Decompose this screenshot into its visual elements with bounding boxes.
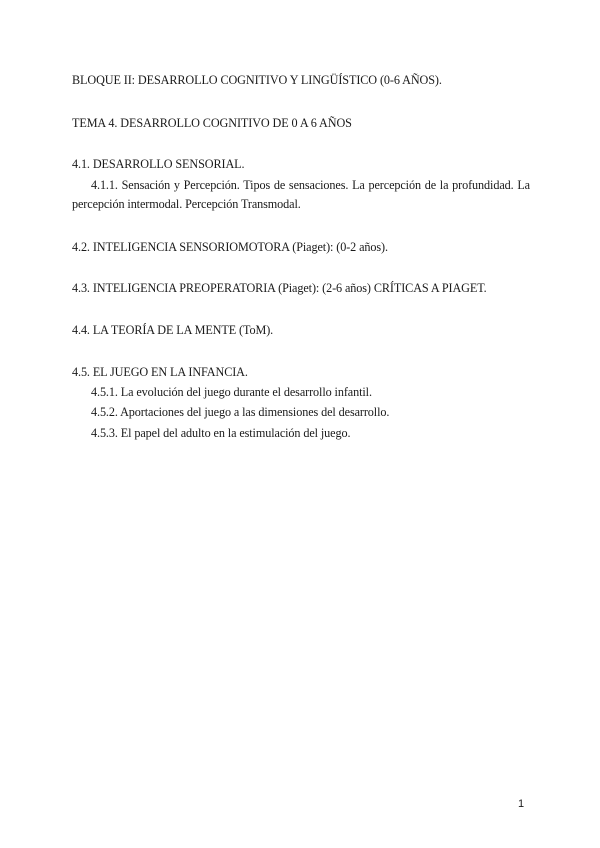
section-heading-4-4: 4.4. LA TEORÍA DE LA MENTE (ToM). [72,323,274,337]
subsection-4-5-1: 4.5.1. La evolución del juego durante el desarrollo infantil. [91,385,372,399]
block-title: BLOQUE II: DESARROLLO COGNITIVO Y LINGÜÍSTICO (0-6 AÑOS). [72,73,442,87]
subsection-4-5-2: 4.5.2. Aportaciones del juego a las dimensiones del desarrollo. [91,405,390,419]
subsection-4-1-1: 4.1.1. Sensación y Percepción. Tipos de sensaciones. La percepción de la profundidad. La percepción intermodal. Percepción Transmodal. [72,178,530,211]
page-number: 1 [517,798,524,810]
subsection-4-5-3: 4.5.3. El papel del adulto en la estimulación del juego. [91,426,351,440]
section-heading-4-2: 4.2. INTELIGENCIA SENSORIOMOTORA (Piaget): (0-2 años). [72,240,388,254]
topic-title: TEMA 4. DESARROLLO COGNITIVO DE 0 A 6 AÑOS [72,116,352,130]
section-heading-4-1: 4.1. DESARROLLO SENSORIAL. [72,157,245,171]
section-heading-4-5: 4.5. EL JUEGO EN LA INFANCIA. [72,365,248,379]
section-heading-4-3: 4.3. INTELIGENCIA PREOPERATORIA (Piaget): (2-6 años) CRÍTICAS A PIAGET. [72,281,487,295]
